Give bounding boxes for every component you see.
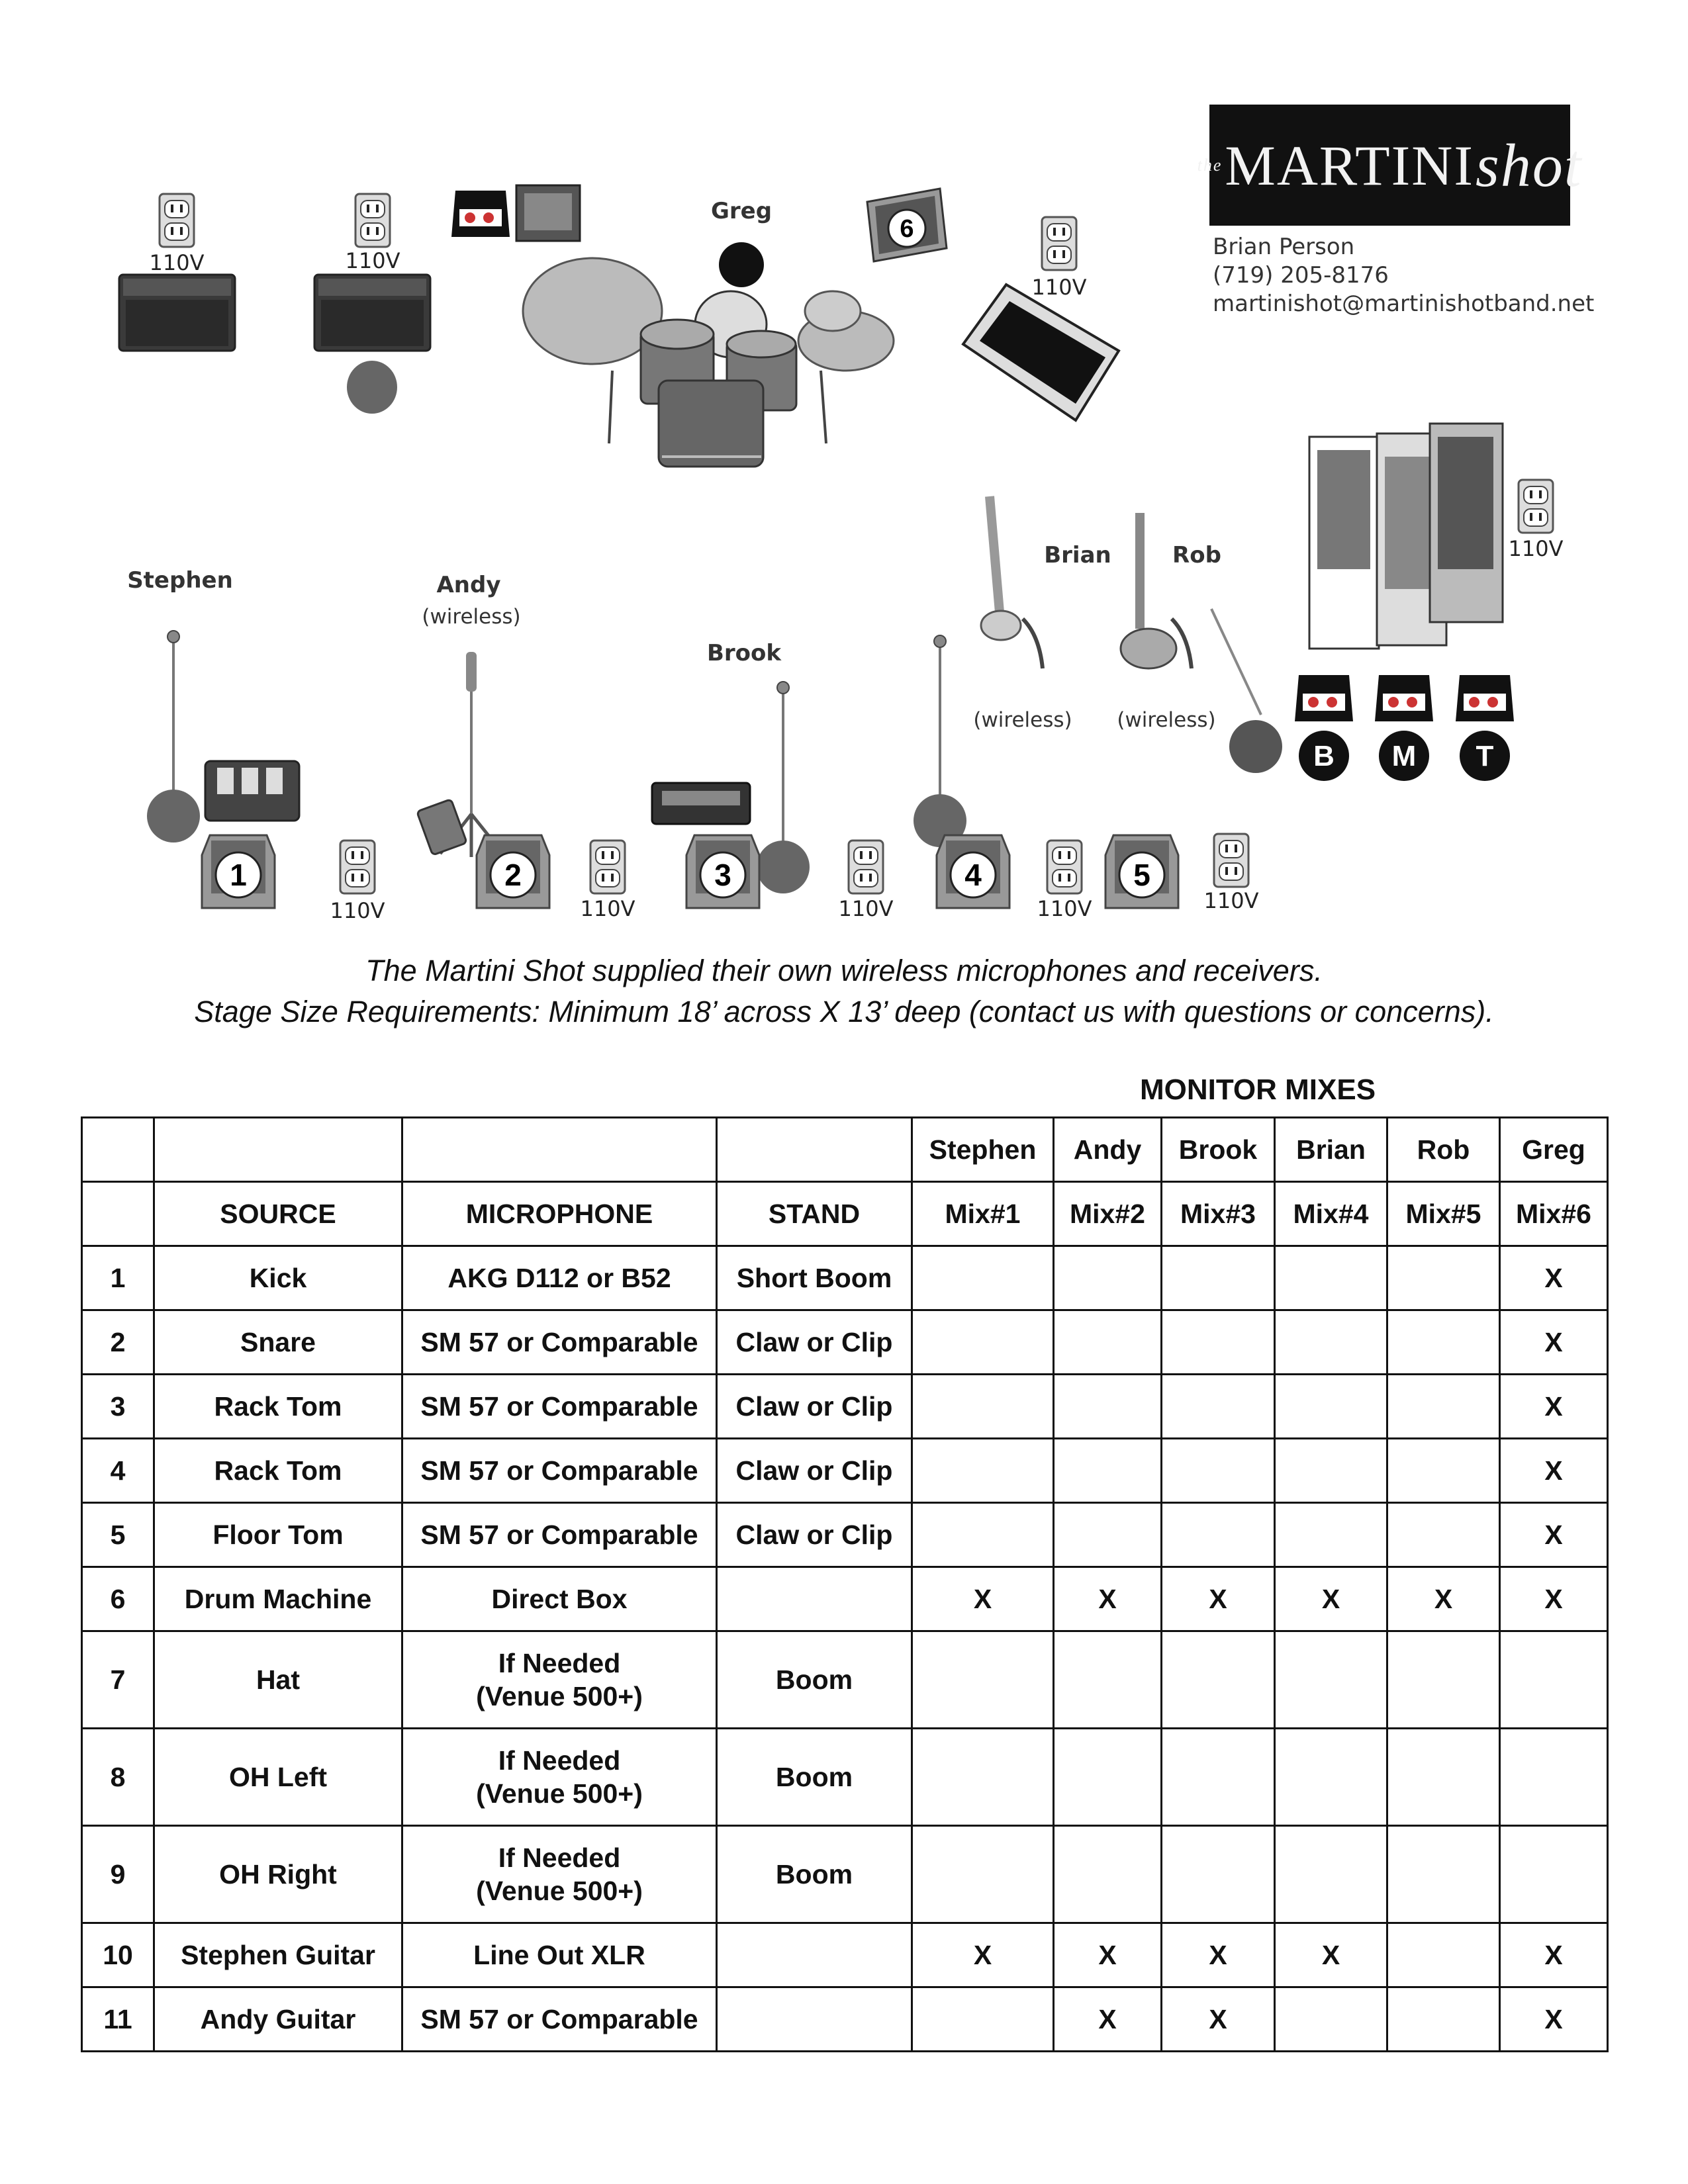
mix-mark-cell: X	[1500, 1567, 1608, 1631]
mix-mark-cell: X	[1162, 1987, 1275, 2052]
wireless-note: (wireless)	[973, 708, 1072, 732]
wireless-note: (wireless)	[1117, 708, 1216, 732]
mix-mark-cell	[912, 1310, 1054, 1375]
microphone-text: Direct Box	[491, 1584, 628, 1614]
stand-cell	[717, 1923, 912, 1987]
table-row	[82, 1631, 1608, 1729]
keyboard-output-b-label: B	[1313, 740, 1335, 772]
voltage-label: 110V	[580, 896, 635, 921]
column-header-stand: STAND	[717, 1182, 912, 1246]
column-header-source: SOURCE	[154, 1182, 402, 1246]
mix-mark-cell: X	[1162, 1567, 1275, 1631]
monitor-number-2: 2	[504, 858, 522, 892]
mix-mark-cell	[912, 1729, 1054, 1826]
musician-header: Andy	[1054, 1118, 1162, 1182]
microphone-cell	[402, 1310, 717, 1375]
stand-cell: Claw or Clip	[717, 1310, 912, 1375]
di-box-icon	[1375, 675, 1433, 721]
wireless-note-line: The Martini Shot supplied their own wireless microphones and receivers.	[365, 954, 1323, 987]
stand-cell: Claw or Clip	[717, 1439, 912, 1503]
table-row	[82, 1503, 1608, 1567]
monitor-number-3: 3	[714, 858, 731, 892]
musician-header: Brook	[1162, 1118, 1275, 1182]
stand-cell: Boom	[717, 1826, 912, 1923]
mix-mark-cell	[1387, 1729, 1500, 1826]
microphone-note: (Venue 500+)	[476, 1778, 643, 1809]
microphone-note: (Venue 500+)	[476, 1876, 643, 1906]
stage-plot	[0, 0, 1688, 927]
player-label-andy: Andy	[436, 572, 501, 598]
microphone-cell	[402, 1375, 717, 1439]
mix-mark-cell	[1387, 1987, 1500, 2052]
mix-mark-cell	[1275, 1987, 1387, 2052]
voltage-label: 110V	[1031, 275, 1087, 300]
saxophone-icon	[1121, 513, 1176, 668]
table-row-musicians	[82, 1118, 1608, 1182]
boom-mic-stand-icon	[1211, 609, 1261, 715]
mix-mark-cell	[912, 1439, 1054, 1503]
di-box-icon	[1295, 675, 1353, 721]
power-outlet-icon	[355, 194, 390, 247]
source-cell: Stephen Guitar	[154, 1923, 402, 1987]
voltage-label: 110V	[149, 250, 205, 275]
stand-cell: Claw or Clip	[717, 1375, 912, 1439]
microphone-text: SM 57 or Comparable	[420, 2004, 698, 2034]
mix-header: Mix#4	[1275, 1182, 1387, 1246]
mix-mark-cell: X	[1500, 1375, 1608, 1439]
power-outlet-icon	[340, 841, 375, 893]
mix-mark-cell	[1275, 1439, 1387, 1503]
mix-mark-cell: X	[1500, 1246, 1608, 1310]
mix-mark-cell	[1500, 1826, 1608, 1923]
mix-mark-cell	[1387, 1631, 1500, 1729]
mix-header: Mix#1	[912, 1182, 1054, 1246]
voltage-label: 110V	[1508, 536, 1564, 561]
power-outlet-icon	[1519, 480, 1553, 533]
microphone-cell	[402, 1631, 717, 1729]
microphone-cell	[402, 1439, 717, 1503]
mix-mark-cell: X	[1387, 1567, 1500, 1631]
mix-mark-cell	[1387, 1826, 1500, 1923]
table-row	[82, 1923, 1608, 1987]
mix-mark-cell	[1275, 1375, 1387, 1439]
mix-mark-cell	[1275, 1503, 1387, 1567]
trumpet-icon	[981, 496, 1021, 640]
musician-header: Brian	[1275, 1118, 1387, 1182]
table-row	[82, 1375, 1608, 1439]
source-cell: Kick	[154, 1246, 402, 1310]
table-row	[82, 1567, 1608, 1631]
monitor-number-5: 5	[1133, 858, 1150, 892]
musician-header: Greg	[1500, 1118, 1608, 1182]
mix-mark-cell	[1387, 1503, 1500, 1567]
power-outlet-icon	[160, 194, 194, 247]
microphone-text: AKG D112 or B52	[447, 1263, 671, 1293]
microphone-cell	[402, 1246, 717, 1310]
mix-mark-cell	[912, 1503, 1054, 1567]
mix-mark-cell	[1387, 1310, 1500, 1375]
mix-mark-cell	[1054, 1631, 1162, 1729]
contact-phone: (719) 205-8176	[1213, 262, 1389, 289]
stand-cell: Boom	[717, 1729, 912, 1826]
mix-mark-cell	[1054, 1310, 1162, 1375]
row-number: 2	[82, 1310, 154, 1375]
power-outlet-icon	[1214, 834, 1248, 887]
bass-amp-icon	[963, 285, 1119, 420]
row-number: 5	[82, 1503, 154, 1567]
voltage-label: 110V	[838, 896, 894, 921]
mix-mark-cell: X	[1500, 1987, 1608, 2052]
musician-header: Stephen	[912, 1118, 1054, 1182]
mix-mark-cell	[1387, 1439, 1500, 1503]
mix-mark-cell	[912, 1826, 1054, 1923]
row-number: 6	[82, 1567, 154, 1631]
mix-header: Mix#6	[1500, 1182, 1608, 1246]
mix-mark-cell: X	[1162, 1923, 1275, 1987]
vocal-mic-stand-icon	[757, 682, 810, 893]
mix-mark-cell: X	[1054, 1987, 1162, 2052]
mix-mark-cell	[1500, 1729, 1608, 1826]
vocal-mic-stand-icon	[914, 635, 966, 847]
player-label-rob: Rob	[1172, 542, 1221, 569]
table-row	[82, 1987, 1608, 2052]
stage-size-line: Stage Size Requirements: Minimum 18’ across X 13’ deep (contact us with questions or concerns).	[194, 995, 1494, 1028]
mix-mark-cell: X	[1275, 1923, 1387, 1987]
mix-mark-cell	[1054, 1503, 1162, 1567]
power-outlet-icon	[1042, 217, 1076, 270]
mix-mark-cell: X	[1500, 1310, 1608, 1375]
microphone-text: If Needed	[498, 1648, 621, 1678]
power-outlet-icon	[590, 841, 625, 893]
table-row	[82, 1826, 1608, 1923]
mix-mark-cell	[1387, 1923, 1500, 1987]
mix-mark-cell	[1054, 1439, 1162, 1503]
mix-mark-cell: X	[912, 1567, 1054, 1631]
stand-cell: Claw or Clip	[717, 1503, 912, 1567]
guitar-amp-icon	[314, 275, 430, 351]
mix-mark-cell	[1054, 1246, 1162, 1310]
stand-cell	[717, 1567, 912, 1631]
mic-stand-base-icon	[347, 361, 397, 414]
table-row-headers	[82, 1182, 1608, 1246]
vocal-mic-stand-icon	[147, 631, 200, 842]
mix-mark-cell: X	[912, 1923, 1054, 1987]
mix-mark-cell	[912, 1631, 1054, 1729]
contact-email[interactable]: martinishot@martinishotband.net	[1213, 291, 1595, 317]
mix-mark-cell	[1387, 1246, 1500, 1310]
mix-header: Mix#5	[1387, 1182, 1500, 1246]
table-row	[82, 1310, 1608, 1375]
mix-mark-cell	[1162, 1826, 1275, 1923]
source-cell: OH Left	[154, 1729, 402, 1826]
table-row	[82, 1729, 1608, 1826]
row-number: 4	[82, 1439, 154, 1503]
source-cell: Rack Tom	[154, 1375, 402, 1439]
mix-mark-cell: X	[1500, 1503, 1608, 1567]
mix-mark-cell: X	[1054, 1567, 1162, 1631]
mix-mark-cell	[1162, 1310, 1275, 1375]
logo-suffix: shot	[1476, 131, 1583, 199]
keyboard-output-t-label: T	[1476, 740, 1494, 772]
monitor-number-4: 4	[964, 858, 982, 892]
mix-mark-cell	[912, 1375, 1054, 1439]
multi-effects-unit-icon	[652, 783, 750, 824]
source-cell: OH Right	[154, 1826, 402, 1923]
keyboard-output-m-label: M	[1391, 740, 1417, 772]
table-row	[82, 1246, 1608, 1310]
microphone-cell	[402, 1987, 717, 2052]
mix-mark-cell	[1162, 1375, 1275, 1439]
mix-mark-cell	[1054, 1729, 1162, 1826]
microphone-cell	[402, 1923, 717, 1987]
player-label-greg: Greg	[710, 198, 773, 224]
row-number: 11	[82, 1987, 154, 2052]
mix-mark-cell	[1275, 1729, 1387, 1826]
clip-mic-icon	[1023, 619, 1043, 668]
mix-mark-cell	[1275, 1246, 1387, 1310]
mix-header: Mix#3	[1162, 1182, 1275, 1246]
microphone-text: SM 57 or Comparable	[420, 1327, 698, 1357]
mix-mark-cell	[1162, 1503, 1275, 1567]
mix-mark-cell	[1162, 1246, 1275, 1310]
mix-mark-cell	[1054, 1826, 1162, 1923]
voltage-label: 110V	[330, 898, 385, 923]
mix-mark-cell	[912, 1987, 1054, 2052]
drum-kit-icon	[523, 242, 894, 467]
guitar-amp-icon	[119, 275, 235, 351]
mix-mark-cell	[1500, 1631, 1608, 1729]
input-list-table	[81, 1116, 1609, 2052]
mix-mark-cell	[1275, 1826, 1387, 1923]
monitor-number-1: 1	[230, 858, 247, 892]
microphone-note: (Venue 500+)	[476, 1681, 643, 1711]
monitor-number-6: 6	[900, 215, 914, 243]
mix-mark-cell	[1162, 1439, 1275, 1503]
stage-notes	[0, 950, 1688, 1032]
player-label-brian: Brian	[1044, 542, 1111, 569]
logo-main: MARTINI	[1225, 133, 1475, 197]
microphone-text: SM 57 or Comparable	[420, 1520, 698, 1550]
pedalboard-icon	[205, 761, 299, 821]
source-cell: Drum Machine	[154, 1567, 402, 1631]
microphone-text: Line Out XLR	[473, 1940, 645, 1970]
mix-mark-cell: X	[1500, 1439, 1608, 1503]
mix-mark-cell	[1162, 1729, 1275, 1826]
source-cell: Snare	[154, 1310, 402, 1375]
microphone-cell	[402, 1729, 717, 1826]
logo-prefix: the	[1197, 155, 1223, 175]
mix-mark-cell	[1054, 1375, 1162, 1439]
microphone-text: If Needed	[498, 1745, 621, 1776]
stand-cell: Short Boom	[717, 1246, 912, 1310]
source-cell: Floor Tom	[154, 1503, 402, 1567]
power-outlet-icon	[849, 841, 883, 893]
wireless-note: (wireless)	[422, 605, 521, 629]
microphone-text: SM 57 or Comparable	[420, 1391, 698, 1422]
mix-mark-cell	[1275, 1310, 1387, 1375]
microphone-cell	[402, 1503, 717, 1567]
effects-pedal-icon	[417, 799, 467, 856]
di-box-icon	[451, 191, 510, 237]
microphone-text: SM 57 or Comparable	[420, 1455, 698, 1486]
mix-mark-cell	[1162, 1631, 1275, 1729]
mix-mark-cell	[1387, 1375, 1500, 1439]
table-row	[82, 1439, 1608, 1503]
column-header-microphone: MICROPHONE	[402, 1182, 717, 1246]
row-number: 9	[82, 1826, 154, 1923]
stand-cell: Boom	[717, 1631, 912, 1729]
mix-header: Mix#2	[1054, 1182, 1162, 1246]
stand-cell	[717, 1987, 912, 2052]
di-box-icon	[1456, 675, 1514, 721]
voltage-label: 110V	[345, 248, 400, 273]
source-cell: Andy Guitar	[154, 1987, 402, 2052]
mix-mark-cell	[912, 1246, 1054, 1310]
row-number: 10	[82, 1923, 154, 1987]
microphone-cell	[402, 1826, 717, 1923]
mix-mark-cell: X	[1054, 1923, 1162, 1987]
row-number: 3	[82, 1375, 154, 1439]
voltage-label: 110V	[1203, 888, 1259, 913]
keyboard-rig-icon	[1309, 424, 1503, 649]
voltage-label: 110V	[1037, 896, 1092, 921]
source-cell: Hat	[154, 1631, 402, 1729]
power-outlet-icon	[1047, 841, 1082, 893]
musician-header: Rob	[1387, 1118, 1500, 1182]
player-label-brook: Brook	[706, 640, 782, 666]
microphone-cell	[402, 1567, 717, 1631]
player-label-stephen: Stephen	[127, 567, 233, 594]
source-cell: Rack Tom	[154, 1439, 402, 1503]
contact-name: Brian Person	[1213, 234, 1355, 260]
mix-mark-cell: X	[1500, 1923, 1608, 1987]
row-number: 7	[82, 1631, 154, 1729]
monitor-mixes-title: MONITOR MIXES	[1139, 1073, 1376, 1106]
mix-mark-cell: X	[1275, 1567, 1387, 1631]
row-number: 1	[82, 1246, 154, 1310]
mix-mark-cell	[1275, 1631, 1387, 1729]
microphone-text: If Needed	[498, 1843, 621, 1873]
row-number: 8	[82, 1729, 154, 1826]
